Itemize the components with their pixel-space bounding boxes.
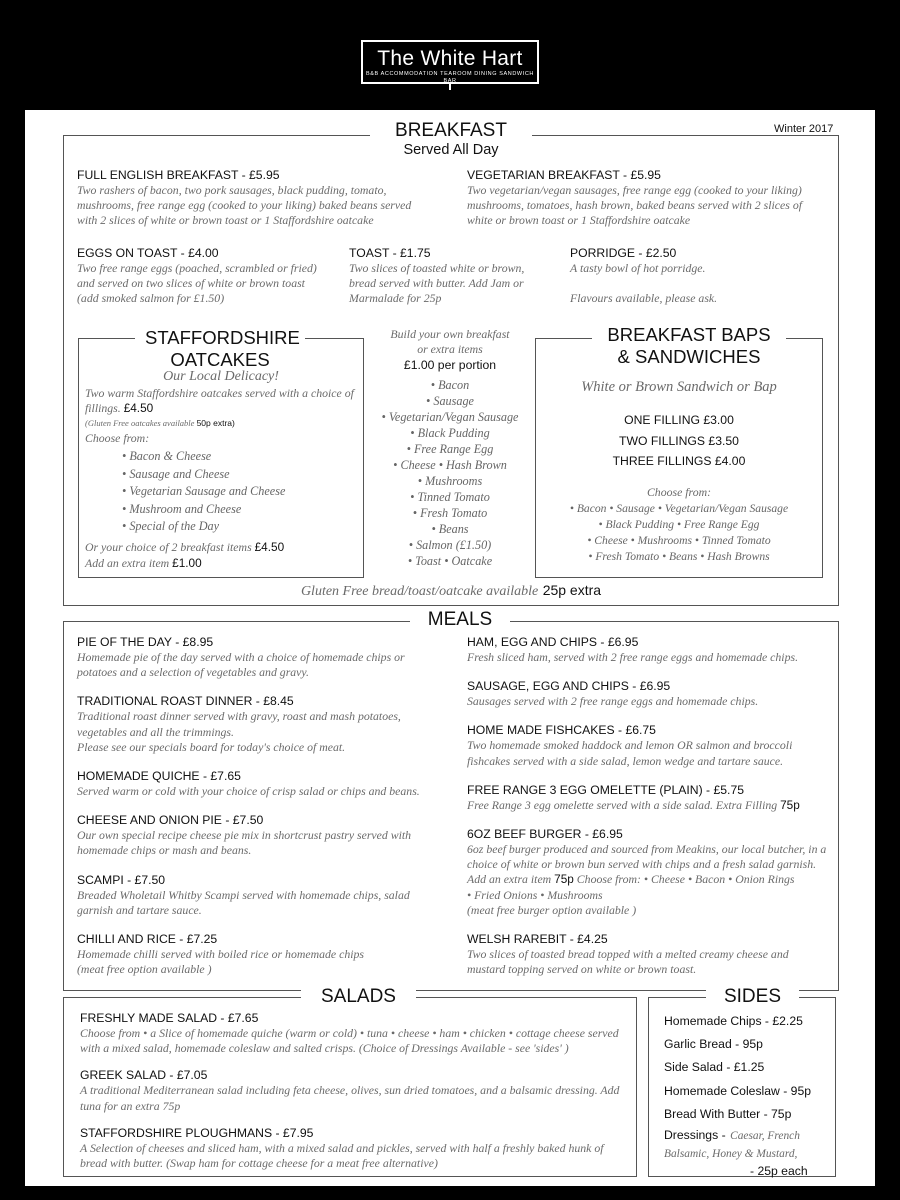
meal-desc-text: Homemade pie of the day served with a choice of homemade chips or potatoes and a selection of vegetables and gravy. [77, 650, 405, 680]
meal-title: 6OZ BEEF BURGER - £6.95 [467, 827, 623, 842]
meal-desc [467, 650, 827, 665]
item-desc: Two rashers of bacon, two pork sausages, black pudding, tomato, mushrooms, free range egg (cooked to your liking) baked beans served with 2 slices of white or brown toast or 1 Staffordshire oatcake [77, 183, 412, 228]
item-title: TOAST - £1.75 [349, 246, 431, 260]
meal-desc [467, 798, 827, 813]
meal-desc [467, 694, 827, 709]
oatcake-filling: • Mushroom and Cheese [122, 501, 242, 516]
baps-choose: Choose from: [646, 485, 712, 499]
meal-extra-price: 75p [554, 872, 574, 887]
meal-desc [77, 709, 437, 739]
baps-prices-list [535, 410, 823, 472]
brand-name: The White Hart [377, 47, 523, 70]
porridge-item [570, 245, 820, 306]
meal-desc [77, 650, 437, 680]
salad-desc: A traditional Mediterranean salad including feta cheese, olives, sun dried tomatoes, and a balsamic dressing. Add tuna for an extra 75p [80, 1083, 620, 1113]
build-items-list [366, 377, 534, 569]
meal-desc-text: Fresh sliced ham, served with 2 free range eggs and homemade chips. [467, 650, 799, 664]
meal-desc [77, 784, 437, 799]
salads-heading: SALADS [301, 986, 416, 1008]
item-title: VEGETARIAN BREAKFAST - £5.95 [467, 168, 661, 182]
brand-tagline: B&B ACCOMMODATION TEAROOM DINING SANDWICH BAR [365, 71, 535, 84]
meal-desc [77, 888, 437, 918]
build-item: • Fresh Tomato [412, 506, 488, 521]
vegetarian-breakfast-item [467, 167, 822, 229]
oatcake-filling: • Vegetarian Sausage and Cheese [122, 484, 286, 499]
oatcakes-gf-price: 50p extra) [196, 418, 235, 428]
item-desc: Two free range eggs (poached, scrambled or fried) and served on two slices of white or brown toast (add smoked salmon for £1.50) [77, 261, 317, 306]
salad-desc: A Selection of cheeses and sliced ham, with a mixed salad and pickles, served with half a freshly baked hunk of bread with butter. (Swap ham for cottage cheese for a meat free alternative) [80, 1140, 604, 1171]
baps-tagline: White or Brown Sandwich or Bap [581, 379, 777, 395]
meals-left-column [77, 634, 437, 990]
dressings-price: - 25p each [750, 1164, 808, 1179]
meal-title: TRADITIONAL ROAST DINNER - £8.45 [77, 694, 294, 709]
build-item: • Salmon (£1.50) [408, 538, 492, 553]
oatcakes-desc-text: Two warm Staffordshire oatcakes served with a choice of fillings. [85, 386, 354, 416]
meal-item [77, 812, 437, 858]
meal-extra-price: 75p [780, 797, 800, 812]
meal-desc-text: Our own special recipe cheese pie mix in shortcrust pastry served with homemade chips or mash and beans. [77, 828, 412, 858]
bap-price: TWO FILLINGS £3.50 [619, 433, 739, 448]
meal-title: FREE RANGE 3 EGG OMELETTE (PLAIN) - £5.75 [467, 782, 744, 797]
build-your-own [366, 327, 534, 569]
meal-desc [467, 842, 827, 872]
meals-heading: MEALS [410, 609, 510, 631]
side-item: Bread With Butter - 75p [664, 1106, 792, 1121]
bap-option: • Black Pudding • Free Range Egg [598, 518, 760, 531]
meal-title: CHEESE AND ONION PIE - £7.50 [77, 813, 264, 828]
oatcakes-title-2: OATCAKES [170, 349, 270, 370]
side-item: Garlic Bread - 95p [664, 1037, 763, 1052]
build-item: • Mushrooms [417, 474, 483, 489]
dressings [664, 1126, 834, 1180]
meal-desc-text: Free Range 3 egg omelette served with a side salad. Extra Filling [467, 797, 778, 812]
meal-desc-text: Sausages served with 2 free range eggs and homemade chips. [467, 694, 759, 709]
salad-title: STAFFORDSHIRE PLOUGHMANS - £7.95 [80, 1125, 314, 1140]
meal-desc-2: Please see our specials board for today's choice of meat. [77, 739, 346, 754]
meal-title: SAUSAGE, EGG AND CHIPS - £6.95 [467, 679, 671, 694]
meal-item [77, 693, 437, 755]
oatcakes-gf-text: (Gluten Free oatcakes available [85, 418, 195, 428]
meal-title: HOME MADE FISHCAKES - £6.75 [467, 723, 656, 738]
item-desc-flavours: Flavours available, please ask. [570, 291, 718, 306]
item-desc: Two slices of toasted white or brown, bread served with butter. Add Jam or Marmalade for 25p [349, 261, 525, 306]
full-english-item [77, 167, 427, 229]
extra-price: £1.00 [172, 556, 202, 570]
meal-desc-text: Two slices of toasted bread topped with a melted creamy cheese and mustard topping served on white or brown toast. [467, 947, 789, 977]
meal-item [77, 872, 437, 918]
meal-desc [77, 828, 437, 858]
meal-extra-label: Add an extra item [467, 872, 552, 887]
breakfast-subtitle: Served All Day [403, 142, 499, 158]
meal-desc-text: Homemade chilli served with boiled rice or homemade chips [77, 947, 364, 962]
bap-option: • Cheese • Mushrooms • Tinned Tomato [587, 534, 771, 547]
oatcakes-gf-note [85, 417, 235, 429]
meal-desc-text: Traditional roast dinner served with gravy, roast and mash potatoes, vegetables and all the trimmings. [77, 709, 401, 739]
item-desc: Two vegetarian/vegan sausages, free range egg (cooked to your liking) mushrooms, tomatoes, hash brown, baked beans served with 2 slices of white or brown toast or 1 Staffordshire oatcake [467, 183, 802, 228]
salad-title: FRESHLY MADE SALAD - £7.65 [80, 1011, 259, 1025]
meal-title: WELSH RAREBIT - £4.25 [467, 932, 608, 947]
dressings-label: Dressings - [664, 1128, 726, 1142]
oatcakes-choose: Choose from: [85, 431, 150, 445]
breakfast-heading [370, 120, 532, 159]
baps-heading [592, 324, 786, 368]
meal-extra-note: (meat free burger option available ) [467, 902, 637, 917]
meal-item [467, 634, 827, 665]
oatcakes-extra [85, 556, 202, 571]
meal-item [467, 931, 827, 977]
oatcakes-price: £4.50 [123, 401, 154, 416]
oatcakes-tagline: Our Local Delicacy! [163, 369, 279, 384]
oatcakes-title-1: STAFFORDSHIRE [145, 327, 300, 348]
gluten-free-text: Gluten Free bread/toast/oatcake available [300, 584, 539, 599]
build-item: • Sausage [426, 394, 474, 409]
side-item: Homemade Coleslaw - 95p [664, 1083, 811, 1098]
salad-item [80, 1067, 620, 1113]
dressings-desc-1: Caesar, French [730, 1130, 800, 1142]
meal-item [77, 634, 437, 680]
brand-logo [361, 40, 539, 84]
meal-item [467, 678, 827, 709]
meal-desc [467, 738, 827, 768]
oatcakes-alt-choice [85, 540, 284, 555]
meal-item [467, 826, 827, 918]
build-item: • Vegetarian/Vegan Sausage [381, 410, 519, 425]
oatcakes-heading [135, 327, 305, 371]
gluten-free-price: 25p extra [542, 582, 602, 598]
dressings-desc-2: Balsamic, Honey & Mustard, [664, 1148, 798, 1161]
meal-title: PIE OF THE DAY - £8.95 [77, 635, 214, 649]
menu-page [25, 110, 875, 1186]
bap-price: THREE FILLINGS £4.00 [612, 454, 746, 468]
meal-desc-text: Served warm or cold with your choice of crisp salad or chips and beans. [77, 784, 420, 799]
item-title: FULL ENGLISH BREAKFAST - £5.95 [77, 168, 280, 182]
build-item: • Toast • Oatcake [407, 554, 493, 569]
build-price: £1.00 per portion [403, 358, 497, 373]
meal-desc [77, 947, 437, 962]
meal-desc-2: (meat free option available ) [77, 962, 212, 977]
salads-list [80, 1010, 620, 1182]
salad-item [80, 1010, 620, 1056]
build-item: • Cheese • Hash Brown [393, 458, 507, 473]
eggs-on-toast-item [77, 245, 322, 307]
meal-title: CHILLI AND RICE - £7.25 [77, 932, 218, 947]
alt-choice-text: Or your choice of 2 breakfast items [85, 540, 252, 554]
oatcake-filling: • Bacon & Cheese [122, 449, 212, 463]
meal-desc-text: 6oz beef burger produced and sourced from Meakins, our local butcher, in a choice of white or brown bun served with chips and a fresh salad garnish. [467, 842, 827, 872]
side-item: Homemade Chips - £2.25 [664, 1014, 803, 1028]
oatcake-filling: • Special of the Day [122, 519, 220, 534]
bap-option: • Fresh Tomato • Beans • Hash Browns [588, 550, 770, 563]
build-item: • Tinned Tomato [410, 490, 490, 505]
meal-title: HAM, EGG AND CHIPS - £6.95 [467, 635, 639, 649]
meal-desc-text: Breaded Wholetail Whitby Scampi served with homemade chips, salad garnish and tartare sauce. [77, 887, 410, 917]
item-desc: A tasty bowl of hot porridge. [570, 261, 706, 275]
baps-title-2: & SANDWICHES [617, 346, 761, 367]
toast-item [349, 245, 539, 307]
meal-extra-choices-2: • Fried Onions • Mushrooms [467, 887, 603, 902]
build-line-2: or extra items [417, 342, 483, 357]
meal-item [77, 768, 437, 799]
salad-title: GREEK SALAD - £7.05 [80, 1068, 208, 1083]
item-title: PORRIDGE - £2.50 [570, 246, 677, 260]
sides-heading: SIDES [706, 986, 799, 1008]
salad-item [80, 1125, 620, 1171]
meal-desc [467, 947, 827, 977]
meal-item [77, 931, 437, 977]
side-item: Side Salad - £1.25 [664, 1060, 765, 1075]
baps-options-list [535, 501, 823, 565]
meals-right-column [467, 634, 827, 990]
meal-extra [467, 872, 827, 887]
build-line-1: Build your own breakfast [390, 327, 510, 341]
gluten-free-note [63, 582, 839, 600]
season-label: Winter 2017 [774, 123, 834, 135]
item-title: EGGS ON TOAST - £4.00 [77, 246, 219, 260]
breakfast-title: BREAKFAST [395, 120, 507, 141]
baps-title-1: BREAKFAST BAPS [607, 324, 771, 345]
meal-extra-choices: Choose from: • Cheese • Bacon • Onion Rings [576, 872, 795, 887]
oatcakes-fillings-list [122, 448, 285, 536]
meal-desc-text: Two homemade smoked haddock and lemon OR salmon and broccoli fishcakes served with a side salad, lemon wedge and tartare sauce. [467, 738, 793, 768]
bap-option: • Bacon • Sausage • Vegetarian/Vegan Sausage [569, 502, 789, 515]
salad-desc: Choose from • a Slice of homemade quiche (warm or cold) • tuna • cheese • ham • chicken • cottage cheese served with a mixed salad, homemade coleslaw and salted crisps. (Choice of Dressings Available - see 'sides' ) [80, 1026, 619, 1056]
meal-title: SCAMPI - £7.50 [77, 872, 166, 887]
logo-stem [449, 82, 451, 90]
bap-price: ONE FILLING £3.00 [624, 413, 734, 427]
sides-list [664, 1010, 834, 1126]
build-item: • Black Pudding [410, 426, 490, 441]
extra-text: Add an extra item [85, 556, 170, 570]
meal-item [467, 722, 827, 768]
build-item: • Free Range Egg [406, 442, 494, 457]
meal-title: HOMEMADE QUICHE - £7.65 [77, 769, 241, 784]
meal-item [467, 782, 827, 813]
build-item: • Bacon [430, 378, 470, 393]
alt-choice-price: £4.50 [254, 540, 285, 554]
oatcake-filling: • Sausage and Cheese [122, 466, 230, 481]
oatcakes-desc [85, 386, 360, 416]
build-item: • Beans [431, 522, 469, 537]
